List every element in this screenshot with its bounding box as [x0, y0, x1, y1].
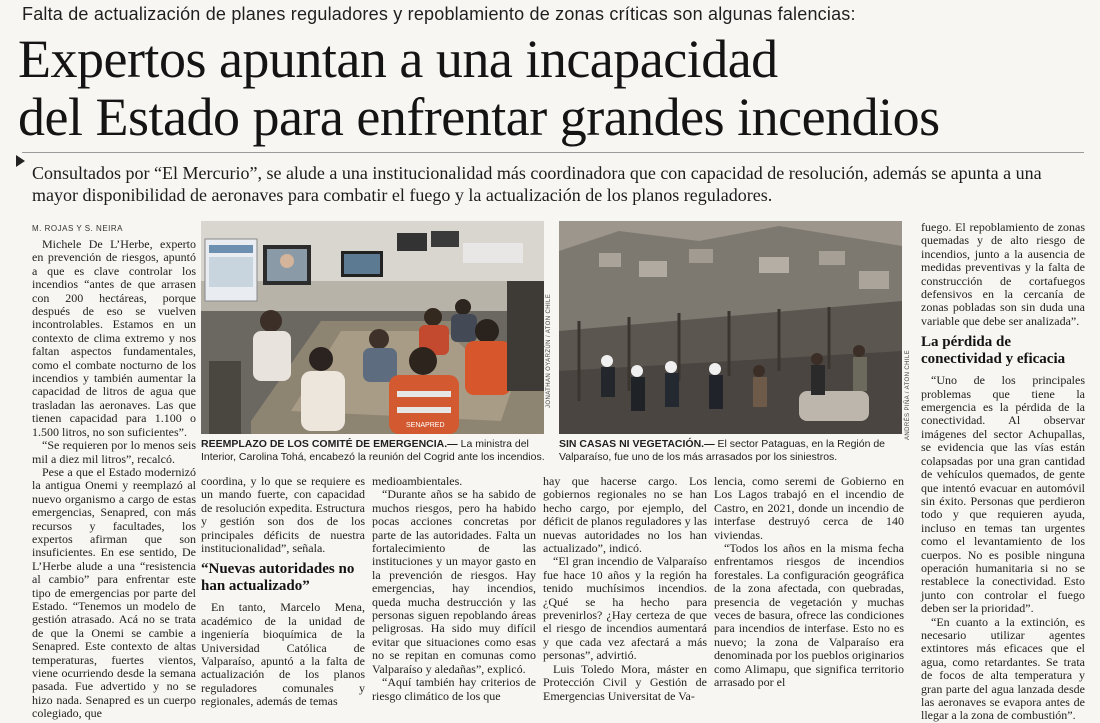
photo-meeting-caption-text: La ministra del Interior, Carolina Tohá, encabezó la reunión del Cogrid ante los incendios. — [201, 438, 545, 463]
headline-line-1: Expertos apuntan a una incapacidad — [18, 29, 778, 89]
article-column-5 — [714, 475, 904, 712]
article-column-1 — [32, 237, 196, 721]
subhead-nuevas-autoridades: “Nuevas autoridades no han actualizado” — [201, 561, 355, 595]
photo-meeting-credit: JONATHAN OYARZÚN / ATON CHILE — [546, 293, 552, 408]
article-column-3 — [372, 475, 536, 712]
column-6-paragraph-3: “En cuanto a la extinción, es necesario utilizar agentes extintores más eficaces que el agua, como retardantes. Se trata de focos de alta temperatura y gran parte del agua lanzada desde las aeronaves se evapora antes de llegar a la zona de combustión”. — [921, 614, 1085, 723]
column-4-paragraph-2: “El gran incendio de Valparaíso fue hace 10 años y la región ha tenido muchísimos incendios. ¿Qué se ha hecho para prevenirlos? ¿Hay certeza de que el riesgo de incendios aumentará y que cada vez afectará a más personas”, advirtió. — [543, 554, 707, 663]
vest-label: SENAPRED — [406, 422, 445, 429]
lead-bullet-icon — [16, 155, 25, 167]
photo-meeting — [201, 221, 544, 434]
article-column-4 — [543, 475, 707, 712]
lead-paragraph: Consultados por “El Mercurio”, se alude a una institucionalidad más coordinadora que con capacidad de resolución, además se apunta a una mayor disponibilidad de aeronaves para combatir el fuego y la actualización de los planos reguladores. — [32, 163, 1042, 205]
headline-rule — [22, 152, 1084, 153]
photo-firefighters-caption — [559, 438, 904, 464]
firefighters-photo-illustration — [559, 221, 902, 434]
column-6-paragraph-2: “Uno de los principales problemas que tiene la emergencia es la pérdida de la conectividad. Al observar imágenes del sector Achupallas, se evidencia que las vías están colapsadas por una gran cantidad de vehículos quemados, de gente que intentó evacuar en automóvil sin éxito. Personas que perdieron todo y que requieren ayuda, incluso en temas tan urgentes como el levantamiento de los cuerpos. No es posible ninguna operación humanitaria si no se restablece la conectividad. Esto junto con controlar el fuego deben ser la prioridad”. — [921, 373, 1085, 616]
column-4-paragraph-1: hay que hacerse cargo. Los gobiernos regionales no se han hecho cargo, por ejemplo, del déficit de planos reguladores y las nuevas autoridades no los han actualizado”, indicó. — [543, 474, 707, 556]
photo-firefighters-caption-text: El sector Pataguas, en la Región de Valparaíso, fue uno de los más arrasados por los siniestros. — [559, 438, 886, 463]
article-column-2 — [201, 475, 365, 712]
subhead-perdida-conectividad: La pérdida de conectividad y eficacia — [921, 334, 1066, 368]
photo-firefighters-credit: ANDRÉS PIÑA / ATON CHILE — [905, 349, 911, 440]
kicker: Falta de actualización de planes reguladores y repoblamiento de zonas críticas son algunas falencias: — [22, 4, 856, 24]
column-1-paragraph-2: “Se requieren por lo menos seis mil a diez mil litros”, recalcó. — [32, 438, 196, 466]
column-1-paragraph-3: Pese a que el Estado modernizó la antigua Onemi y reemplazó al nuevo organismo a cargo de estas emergencias, Senapred, con más recursos y facultades, los expertos afirman que son insuficientes. En ese sentido, De L’Herbe alude a una “resistencia al cambio” para enfrentar este tipo de emergencias por parte del Estado. “Tenemos un modelo de gestión atrasado. Acá no se trata de que la Onemi se cambie a Senapred. Este contexto de altas temperaturas, fuertes vientos, viene ocurriendo desde la semana pasada. Fue advertido y no se hizo nada. Senapred es un cuerpo colegiado, que — [32, 464, 196, 721]
column-6-paragraph-1: fuego. El repoblamiento de zonas quemadas y de alto riesgo de incendios, junto a la ausencia de medidas preventivas y la falta de construcción de cortafuegos defensivos en la cercanía de zonas pobladas son sin duda una variable que debe ser analizada”. — [921, 220, 1085, 328]
column-3-paragraph-1: medioambientales. — [372, 474, 463, 488]
headline — [18, 30, 1088, 146]
byline: M. ROJAS Y S. NEIRA — [32, 224, 124, 233]
meeting-photo-illustration — [201, 221, 544, 434]
photo-meeting-caption — [201, 438, 546, 464]
column-3-paragraph-2: “Durante años se ha sabido de muchos riesgos, pero ha habido pocas acciones concretas por parte de las autoridades. Falta un fortalecimiento de las instituciones y un mayor gasto en la prevención de riesgos. Hay emergencias, hay incendios, queda mucha destrucción y las personas siguen repoblando áreas peligrosas. Ha sido muy difícil evitar que situaciones como esas no se repitan en comunas como Valparaíso y aledañas”, explicó. — [372, 487, 536, 676]
photo-meeting-caption-title: REEMPLAZO DE LOS COMITÉ DE EMERGENCIA.— — [201, 438, 458, 450]
column-5-paragraph-2: “Todos los años en la misma fecha enfrentamos riesgos de incendios forestales. La configuración geográfica de la zona afectada, con quebradas, presencia de vegetación y muchas veces de basura, ofrece las condiciones para incendios de interfase. Esto no es nuevo; la zona de Valparaíso era denominada por los pueblos originarios como Alimapu, que significa territorio arrasado por el — [714, 541, 904, 690]
column-4-paragraph-3: Luis Toledo Mora, máster en Protección Civil y Gestión de Emergencias Universitat de Va- — [543, 661, 707, 703]
headline-line-2: del Estado para enfrentar grandes incendios — [18, 87, 940, 147]
column-2-paragraph-2: En tanto, Marcelo Mena, académico de la unidad de ingeniería bioquímica de la Universidad Católica de Valparaíso, apuntó a la falta de actualización de los planos reguladores comunales y regionales, además de temas — [201, 600, 365, 709]
column-2-paragraph-1: coordina, y lo que se requiere es un mando fuerte, con capacidad de resolución expedita. Estructura y gestión son dos de los principales déficits de nuestra institucionalidad”, señala. — [201, 474, 365, 556]
column-5-paragraph-1: lencia, como seremi de Gobierno en Los Lagos trabajó en el incendio de Castro, en 2021, donde un incendio de interfase destruyó cerca de 140 viviendas. — [714, 474, 904, 542]
column-1-paragraph-1: Michele De L’Herbe, experto en prevención de riesgos, apuntó a que es clave controlar los incendios “antes de que arrasen con 200 hectáreas, porque después de eso se vuelven incontrolables. Estamos en un contexto de clima extremo y nos faltan aspectos fundamentales, como el combate nocturno de los incendios y también aumentar la capacidad de litros de agua que trasladan las aeronaves. Las que tienen capacidad para 1.100 o 1.500 litros, no son suficientes”. — [32, 237, 196, 439]
photo-firefighters — [559, 221, 902, 434]
article-column-6 — [921, 220, 1085, 723]
column-3-paragraph-3: “Aquí también hay criterios de riesgo climático de los que — [372, 675, 536, 703]
photo-firefighters-caption-title: SIN CASAS NI VEGETACIÓN.— — [559, 438, 715, 450]
